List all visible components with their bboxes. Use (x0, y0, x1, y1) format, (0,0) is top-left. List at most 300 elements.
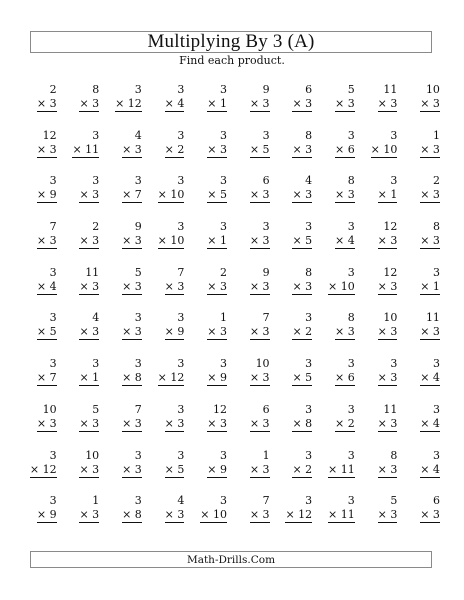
problem (355, 220, 398, 266)
problem-stack (378, 403, 398, 432)
problem-multiplier: × 3 (122, 416, 142, 430)
problem-stack (250, 220, 270, 249)
problem-multiplier: × 3 (79, 325, 100, 339)
problem (397, 266, 440, 312)
problem-multiplicand: 1 (92, 494, 100, 508)
problem-multiplier: × 3 (79, 188, 100, 202)
problem-multiplier: × 2 (164, 142, 185, 156)
problem-multiplicand: 10 (42, 402, 57, 416)
problem (184, 311, 227, 357)
problem (142, 220, 185, 266)
problem (355, 449, 398, 495)
problem-multiplicand: 3 (432, 265, 440, 279)
problem-multiplier: × 3 (122, 234, 142, 248)
problem (355, 174, 398, 220)
problem-multiplicand: 3 (92, 174, 100, 188)
problem-stack (158, 357, 185, 386)
problem (99, 266, 142, 312)
problem-multiplicand: 3 (347, 220, 355, 234)
problem-multiplicand: 3 (432, 402, 440, 416)
problem-multiplicand: 8 (390, 448, 398, 462)
problem-stack (122, 266, 142, 295)
problem-stack (292, 449, 312, 478)
problem-multiplier: × 11 (328, 462, 355, 476)
problem (142, 83, 185, 129)
problem-multiplier: × 3 (377, 325, 398, 339)
problem-multiplier: × 3 (207, 416, 227, 430)
problem-multiplicand: 3 (305, 357, 313, 371)
problem-multiplier: × 3 (164, 279, 185, 293)
problem-multiplier: × 10 (157, 234, 185, 248)
problem-multiplicand: 7 (177, 265, 185, 279)
problem-multiplicand: 3 (49, 265, 57, 279)
problem-multiplier: × 3 (292, 279, 313, 293)
problem-stack (420, 220, 440, 249)
problem-multiplier: × 3 (122, 279, 142, 293)
problem-stack (250, 174, 270, 203)
problem (397, 83, 440, 129)
problem-stack (158, 174, 185, 203)
problem-stack (292, 311, 312, 340)
problem-multiplicand: 5 (92, 402, 100, 416)
problem-multiplier: × 12 (285, 508, 313, 522)
problem-multiplier: × 3 (292, 97, 313, 110)
problem-stack (207, 266, 227, 295)
problem (270, 311, 313, 357)
problem-stack (37, 357, 57, 386)
problem-multiplier: × 5 (249, 142, 270, 156)
instructions: Find each product. (179, 54, 285, 67)
problem-multiplicand: 1 (432, 128, 440, 142)
problem-multiplier: × 3 (249, 97, 270, 110)
problem-stack (378, 357, 398, 386)
problem (397, 129, 440, 175)
problem-multiplicand: 2 (432, 174, 440, 188)
problem-stack (207, 83, 227, 112)
problem-stack (72, 129, 99, 158)
problem-multiplier: × 9 (207, 462, 227, 476)
problem-stack (328, 449, 355, 478)
problem-stack (420, 403, 440, 432)
problem-stack (122, 174, 142, 203)
problem-multiplicand: 5 (347, 83, 355, 96)
problem-multiplier: × 3 (207, 279, 227, 293)
problem-multiplicand: 3 (262, 128, 270, 142)
problem-multiplier: × 4 (335, 234, 355, 248)
problem-multiplicand: 3 (134, 494, 142, 508)
problem-multiplier: × 3 (420, 508, 440, 522)
problem-stack (250, 403, 270, 432)
problem (312, 494, 355, 540)
problem-multiplier: × 3 (79, 234, 100, 248)
problem-multiplicand: 7 (262, 494, 270, 508)
problem-multiplicand: 11 (85, 265, 100, 279)
problem (99, 403, 142, 449)
problem-multiplicand: 3 (262, 220, 270, 234)
problem-stack (335, 129, 355, 158)
problem-multiplier: × 3 (377, 462, 398, 476)
problem-stack (250, 129, 270, 158)
problem (397, 403, 440, 449)
problem-multiplier: × 3 (36, 234, 57, 248)
problem (184, 403, 227, 449)
problem-stack (250, 311, 270, 340)
problem (57, 174, 100, 220)
problem-stack (378, 174, 398, 203)
problem-stack (165, 449, 185, 478)
problem-stack (122, 403, 142, 432)
problem-multiplicand: 3 (390, 174, 398, 188)
problem-multiplier: × 3 (79, 416, 100, 430)
problem-multiplier: × 9 (36, 188, 57, 202)
problem-multiplier: × 8 (292, 416, 313, 430)
problem-multiplicand: 3 (219, 128, 227, 142)
problem-multiplicand: 6 (262, 174, 270, 188)
problem-multiplier: × 3 (249, 234, 270, 248)
problem (355, 311, 398, 357)
problem (227, 403, 270, 449)
problem-multiplier: × 4 (420, 462, 440, 476)
problem-stack (79, 266, 99, 295)
problem-stack (378, 266, 398, 295)
problem-multiplicand: 3 (219, 494, 227, 508)
problem (184, 449, 227, 495)
problem-multiplicand: 3 (177, 220, 185, 234)
problem (14, 449, 57, 495)
problem-stack (79, 83, 99, 112)
problem-stack (79, 174, 99, 203)
problem (14, 174, 57, 220)
problem-multiplicand: 6 (262, 402, 270, 416)
problem (99, 311, 142, 357)
footer-site: Math-Drills.Com (186, 553, 276, 566)
problem (270, 220, 313, 266)
problem-stack (292, 129, 312, 158)
problem (312, 174, 355, 220)
problem (142, 129, 185, 175)
problem-stack (37, 129, 57, 158)
problem-stack (37, 403, 57, 432)
problem-multiplicand: 3 (49, 448, 57, 462)
problem-grid (14, 83, 440, 540)
problem-stack (250, 494, 270, 523)
problem-stack (37, 311, 57, 340)
problem-multiplicand: 3 (305, 448, 313, 462)
problem-multiplier: × 2 (292, 462, 313, 476)
problem-stack (250, 83, 270, 112)
problem (227, 174, 270, 220)
problem-multiplier: × 3 (335, 188, 355, 202)
problem (184, 494, 227, 540)
problem-multiplier: × 3 (292, 188, 313, 202)
problem (14, 220, 57, 266)
problem-multiplicand: 3 (347, 128, 355, 142)
problem-multiplicand: 3 (305, 494, 313, 508)
problem-multiplicand: 3 (92, 128, 100, 142)
problem (99, 494, 142, 540)
problem-stack (122, 311, 142, 340)
problem-multiplier: × 3 (249, 508, 270, 522)
problem (312, 129, 355, 175)
problem-stack (165, 403, 185, 432)
problem-stack (207, 129, 227, 158)
problem (142, 174, 185, 220)
problem (99, 129, 142, 175)
problem-multiplicand: 10 (425, 83, 440, 96)
problem (14, 129, 57, 175)
problem-multiplier: × 8 (122, 508, 142, 522)
problem-multiplier: × 3 (249, 279, 270, 293)
problem-multiplier: × 3 (164, 416, 185, 430)
problem-stack (37, 266, 57, 295)
problem-multiplier: × 3 (249, 371, 270, 385)
problem-multiplicand: 3 (177, 357, 185, 371)
problem-multiplier: × 3 (249, 325, 270, 339)
problem (355, 83, 398, 129)
problem-stack (30, 449, 57, 478)
title-box (30, 31, 432, 53)
problem-multiplier: × 5 (164, 462, 185, 476)
problem-stack (79, 403, 99, 432)
problem-multiplicand: 8 (347, 311, 355, 325)
problem-multiplier: × 3 (122, 462, 142, 476)
problem-multiplicand: 9 (262, 265, 270, 279)
problem-stack (37, 83, 57, 112)
problem (57, 357, 100, 403)
problem-multiplier: × 4 (420, 371, 440, 385)
problem-multiplier: × 3 (122, 142, 142, 156)
problem-multiplier: × 3 (420, 97, 440, 110)
problem (184, 129, 227, 175)
problem-stack (122, 357, 142, 386)
problem-stack (79, 357, 99, 386)
problem-stack (328, 266, 355, 295)
problem-multiplier: × 3 (79, 462, 100, 476)
problem-multiplicand: 3 (390, 128, 398, 142)
problem-stack (335, 357, 355, 386)
problem-stack (79, 220, 99, 249)
problem-multiplier: × 12 (157, 371, 185, 385)
problem-stack (335, 403, 355, 432)
problem (99, 174, 142, 220)
problem-multiplicand: 4 (305, 174, 313, 188)
problem-multiplicand: 3 (347, 448, 355, 462)
problem-stack (200, 494, 227, 523)
problem-multiplicand: 1 (262, 448, 270, 462)
problem-stack (335, 311, 355, 340)
problem-multiplicand: 3 (49, 311, 57, 325)
problem-multiplicand: 3 (219, 357, 227, 371)
problem (227, 266, 270, 312)
problem (99, 357, 142, 403)
problem (355, 403, 398, 449)
problem-multiplicand: 3 (219, 220, 227, 234)
problem (227, 311, 270, 357)
problem-multiplier: × 9 (207, 371, 227, 385)
problem (270, 83, 313, 129)
problem-multiplier: × 9 (164, 325, 185, 339)
problem-multiplicand: 3 (177, 174, 185, 188)
problem-multiplier: × 3 (377, 279, 398, 293)
problem-stack (165, 129, 185, 158)
problem (227, 357, 270, 403)
problem (14, 403, 57, 449)
problem-multiplier: × 3 (79, 508, 100, 522)
problem-multiplicand: 3 (177, 311, 185, 325)
problem (57, 311, 100, 357)
problem-stack (79, 494, 99, 523)
problem-stack (378, 494, 398, 523)
problem-multiplier: × 3 (164, 508, 185, 522)
problem (227, 129, 270, 175)
problem (270, 266, 313, 312)
problem-multiplicand: 3 (134, 311, 142, 325)
problem (227, 449, 270, 495)
problem-stack (335, 174, 355, 203)
problem-stack (207, 311, 227, 340)
problem-multiplier: × 3 (36, 142, 57, 156)
problem-multiplicand: 12 (212, 402, 227, 416)
problem-multiplier: × 1 (207, 234, 227, 248)
problem-multiplier: × 3 (420, 234, 440, 248)
problem-stack (420, 129, 440, 158)
problem-multiplicand: 3 (177, 402, 185, 416)
problem (142, 266, 185, 312)
problem-multiplier: × 10 (200, 508, 227, 522)
problem-multiplicand: 8 (347, 174, 355, 188)
problem-multiplier: × 3 (420, 325, 440, 339)
problem (142, 357, 185, 403)
problem-stack (378, 220, 398, 249)
problem-stack (292, 174, 312, 203)
problem-multiplicand: 3 (305, 311, 313, 325)
problem (57, 494, 100, 540)
problem-multiplier: × 3 (122, 325, 142, 339)
problem-multiplier: × 10 (328, 279, 355, 293)
problem-multiplicand: 3 (177, 448, 185, 462)
problem-stack (378, 83, 398, 112)
problem-multiplier: × 12 (29, 462, 57, 476)
problem-multiplicand: 8 (92, 83, 100, 96)
problem-stack (420, 494, 440, 523)
problem (270, 449, 313, 495)
footer-box (30, 551, 432, 568)
problem-stack (165, 266, 185, 295)
problem-multiplier: × 6 (335, 142, 355, 156)
problem-multiplier: × 3 (335, 97, 355, 110)
problem-multiplicand: 11 (425, 311, 440, 325)
problem-stack (420, 83, 440, 112)
problem (57, 220, 100, 266)
problem-multiplier: × 4 (164, 97, 185, 110)
problem (270, 357, 313, 403)
problem-multiplier: × 3 (377, 97, 398, 110)
problem (312, 403, 355, 449)
problem (57, 83, 100, 129)
problem-stack (115, 83, 142, 112)
problem-stack (250, 266, 270, 295)
problem-multiplier: × 3 (335, 325, 355, 339)
problem-stack (335, 220, 355, 249)
problem-multiplicand: 6 (305, 83, 313, 96)
problem-multiplier: × 1 (420, 279, 440, 293)
problem-stack (37, 174, 57, 203)
problem-multiplier: × 1 (207, 97, 227, 110)
problem-multiplicand: 3 (134, 357, 142, 371)
problem-multiplicand: 3 (347, 402, 355, 416)
problem-multiplicand: 3 (134, 83, 142, 96)
problem (227, 83, 270, 129)
problem (99, 449, 142, 495)
problem-multiplier: × 3 (36, 97, 57, 110)
problem (57, 266, 100, 312)
problem-multiplicand: 4 (134, 128, 142, 142)
problem (312, 449, 355, 495)
problem-stack (420, 311, 440, 340)
problem-multiplicand: 12 (383, 220, 398, 234)
problem-stack (207, 357, 227, 386)
problem-multiplier: × 12 (115, 97, 142, 110)
problem-stack (420, 449, 440, 478)
problem-multiplicand: 9 (134, 220, 142, 234)
problem-stack (250, 357, 270, 386)
problem (184, 174, 227, 220)
problem-multiplier: × 3 (377, 234, 398, 248)
problem (312, 311, 355, 357)
problem-multiplicand: 7 (134, 402, 142, 416)
problem-multiplicand: 7 (262, 311, 270, 325)
problem-multiplier: × 11 (328, 508, 355, 522)
problem-multiplicand: 10 (85, 448, 100, 462)
problem (227, 494, 270, 540)
problem-multiplier: × 4 (420, 416, 440, 430)
problem (312, 266, 355, 312)
problem (312, 83, 355, 129)
problem-stack (207, 220, 227, 249)
problem-multiplicand: 10 (383, 311, 398, 325)
problem-stack (328, 494, 355, 523)
problem (397, 357, 440, 403)
problem-multiplicand: 3 (219, 174, 227, 188)
problem-stack (79, 311, 99, 340)
problem-multiplier: × 2 (292, 325, 313, 339)
problem-multiplicand: 8 (305, 128, 313, 142)
problem-multiplicand: 4 (92, 311, 100, 325)
problem-multiplicand: 8 (305, 265, 313, 279)
problem (14, 83, 57, 129)
problem-multiplier: × 7 (36, 371, 57, 385)
problem-multiplicand: 3 (49, 357, 57, 371)
problem-multiplier: × 2 (335, 416, 355, 430)
problem-multiplicand: 3 (219, 83, 227, 96)
problem (355, 357, 398, 403)
problem-multiplier: × 1 (377, 188, 398, 202)
problem-multiplier: × 3 (292, 142, 313, 156)
problem (14, 357, 57, 403)
problem-multiplicand: 3 (177, 128, 185, 142)
problem-multiplicand: 3 (134, 174, 142, 188)
problem-stack (122, 449, 142, 478)
problem (99, 220, 142, 266)
problem-multiplier: × 5 (292, 234, 313, 248)
problem-stack (122, 129, 142, 158)
problem-stack (165, 83, 185, 112)
problem-multiplier: × 3 (420, 188, 440, 202)
problem (57, 403, 100, 449)
problem (184, 83, 227, 129)
problem-multiplier: × 3 (79, 279, 100, 293)
problem-multiplicand: 3 (347, 357, 355, 371)
